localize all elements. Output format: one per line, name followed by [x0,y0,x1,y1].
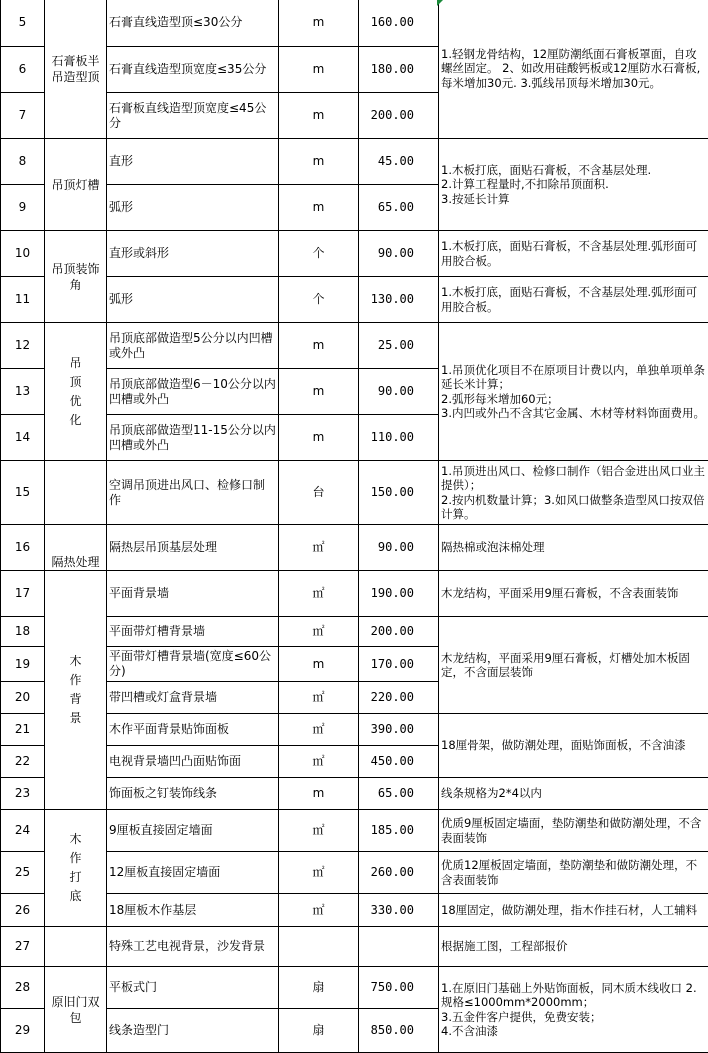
table-row [1,852,708,894]
price: 330.00 [359,894,439,927]
category-label: 木作背景 [69,652,82,728]
table-row [1,967,708,1009]
row-number: 21 [1,714,45,746]
note: 1.吊顶优化项目不在原项目计费以内，单独单项单条延长米计算； 2.弧形每米增加60元； 3.内凹或外凸不含其它金属、木材等材料饰面费用。 [439,323,708,461]
table-row [1,714,708,746]
row-number: 18 [1,617,45,647]
table-row [1,525,708,571]
price: 160.00 [359,0,439,47]
table-row [1,139,708,185]
category-empty [45,927,107,967]
price: 170.00 [359,647,439,682]
category-label: 木作打底 [69,830,82,906]
note: 1.木板打底，面贴石膏板，不含基层处理.弧形面可用胶合板。 [439,231,708,277]
item-name: 9厘板直接固定墙面 [107,810,279,852]
row-number: 11 [1,277,45,323]
note: 18厘固定，做防潮处理，指木作挂石材，人工辅料 [439,894,708,927]
item-name: 线条造型门 [107,1009,279,1053]
item-name: 电视背景墙凹凸面贴饰面 [107,746,279,778]
item-name: 弧形 [107,185,279,231]
price: 110.00 [359,415,439,461]
item-name: 平面带灯槽背景墙 [107,617,279,647]
price: 750.00 [359,967,439,1009]
row-number: 29 [1,1009,45,1053]
row-number: 22 [1,746,45,778]
row-number: 14 [1,415,45,461]
unit: m [279,778,359,810]
unit: 个 [279,277,359,323]
unit: ㎡ [279,746,359,778]
category-wood-background [45,571,107,810]
unit [279,927,359,967]
unit: 扇 [279,1009,359,1053]
row-number: 15 [1,461,45,525]
table-row [1,323,708,369]
unit: 个 [279,231,359,277]
row-number: 28 [1,967,45,1009]
category-label: 吊顶优化 [69,354,82,430]
category-wood-base [45,810,107,927]
item-name: 石膏直线造型顶宽度≤35公分 [107,47,279,93]
item-name: 石膏板直线造型顶宽度≤45公分 [107,93,279,139]
table-row [1,0,708,47]
unit: 扇 [279,967,359,1009]
note: 1.木板打底，面贴石膏板，不含基层处理. 2.计算工程量时,不扣除吊顶面积. 3.按延长计算 [439,139,708,231]
unit: ㎡ [279,525,359,571]
item-name: 直形 [107,139,279,185]
price: 390.00 [359,714,439,746]
item-name: 平面带灯槽背景墙(宽度≤60公分) [107,647,279,682]
unit: ㎡ [279,894,359,927]
row-number: 9 [1,185,45,231]
note: 优质9厘板固定墙面，垫防潮垫和做防潮处理，不含表面装饰 [439,810,708,852]
table-row [1,571,708,617]
price: 260.00 [359,852,439,894]
note: 木龙结构，平面采用9厘石膏板，灯槽处加木板固定，不含面层装饰 [439,617,708,714]
item-name: 饰面板之钉装饰线条 [107,778,279,810]
note: 线条规格为2*4以内 [439,778,708,810]
note: 1.轻钢龙骨结构，12厘防潮纸面石膏板罩面，自攻螺丝固定。 2、如改用硅酸钙板或12厘防水石膏板,每米增加30元. 3.弧线吊顶每米增加30元。 [439,0,708,139]
unit: m [279,369,359,415]
price: 190.00 [359,571,439,617]
cell-comment-marker [437,0,443,6]
price [359,927,439,967]
note: 1.木板打底，面贴石膏板，不含基层处理.弧形面可用胶合板。 [439,277,708,323]
row-number: 17 [1,571,45,617]
row-number: 27 [1,927,45,967]
price: 850.00 [359,1009,439,1053]
row-number: 26 [1,894,45,927]
table-row [1,461,708,525]
note: 木龙结构，平面采用9厘石膏板，不含表面装饰 [439,571,708,617]
item-name: 石膏直线造型顶≤30公分 [107,0,279,47]
note: 1.在原旧门基础上外贴饰面板，同木质木线收口 2.规格≤1000mm*2000mm； 3.五金件客户提供，免费安装； 4.不含油漆 [439,967,708,1053]
item-name: 木作平面背景贴饰面板 [107,714,279,746]
price: 200.00 [359,617,439,647]
row-number: 8 [1,139,45,185]
category-empty [45,461,107,525]
table-row [1,894,708,927]
note: 隔热棉或泡沫棉处理 [439,525,708,571]
table-row [1,927,708,967]
table-row [1,810,708,852]
item-name: 带凹槽或灯盒背景墙 [107,682,279,714]
table-row [1,778,708,810]
category-ceiling-corner: 吊顶装饰角 [45,231,107,323]
item-name: 弧形 [107,277,279,323]
row-number: 7 [1,93,45,139]
row-number: 16 [1,525,45,571]
price: 90.00 [359,231,439,277]
price: 45.00 [359,139,439,185]
price: 220.00 [359,682,439,714]
unit: m [279,415,359,461]
category-ceiling-optimization [45,323,107,461]
item-name: 12厘板直接固定墙面 [107,852,279,894]
item-name: 吊顶底部做造型6－10公分以内凹槽或外凸 [107,369,279,415]
note: 18厘骨架，做防潮处理，面贴饰面板，不含油漆 [439,714,708,778]
price: 25.00 [359,323,439,369]
note: 优质12厘板固定墙面，垫防潮垫和做防潮处理，不含表面装饰 [439,852,708,894]
category-insulation: 隔热处理 [45,525,107,571]
unit: ㎡ [279,852,359,894]
note: 根据施工图，工程部报价 [439,927,708,967]
row-number: 12 [1,323,45,369]
category-ceiling-light-groove: 吊顶灯槽 [45,139,107,231]
item-name: 18厘板木作基层 [107,894,279,927]
item-name: 特殊工艺电视背景，沙发背景 [107,927,279,967]
price: 90.00 [359,369,439,415]
unit: m [279,139,359,185]
table-row [1,231,708,277]
row-number: 13 [1,369,45,415]
unit: m [279,185,359,231]
row-number: 10 [1,231,45,277]
unit: ㎡ [279,714,359,746]
price: 65.00 [359,185,439,231]
item-name: 吊顶底部做造型11-15公分以内凹槽或外凸 [107,415,279,461]
row-number: 6 [1,47,45,93]
unit: ㎡ [279,810,359,852]
row-number: 23 [1,778,45,810]
item-name: 平面背景墙 [107,571,279,617]
price: 185.00 [359,810,439,852]
item-name: 空调吊顶进出风口、检修口制作 [107,461,279,525]
category-old-door: 原旧门双包 [45,967,107,1053]
unit: m [279,0,359,47]
price: 200.00 [359,93,439,139]
note: 1.吊顶进出风口、检修口制作（铝合金进出风口业主提供）； 2.按内机数量计算；3.如风口做整条造型风口按双倍计算。 [439,461,708,525]
item-name: 吊顶底部做造型5公分以内凹槽或外凸 [107,323,279,369]
unit: ㎡ [279,682,359,714]
item-name: 隔热层吊顶基层处理 [107,525,279,571]
unit: m [279,93,359,139]
row-number: 24 [1,810,45,852]
row-number: 5 [1,0,45,47]
price: 65.00 [359,778,439,810]
row-number: 20 [1,682,45,714]
table-row [1,617,708,647]
row-number: 19 [1,647,45,682]
unit: m [279,47,359,93]
unit: ㎡ [279,571,359,617]
price: 180.00 [359,47,439,93]
category-gypsum-ceiling: 石膏板半吊造型顶 [45,0,107,139]
unit: ㎡ [279,617,359,647]
price: 150.00 [359,461,439,525]
price: 450.00 [359,746,439,778]
price: 90.00 [359,525,439,571]
item-name: 直形或斜形 [107,231,279,277]
unit: m [279,323,359,369]
price: 130.00 [359,277,439,323]
unit: 台 [279,461,359,525]
row-number: 25 [1,852,45,894]
unit: m [279,647,359,682]
item-name: 平板式门 [107,967,279,1009]
table-row [1,277,708,323]
